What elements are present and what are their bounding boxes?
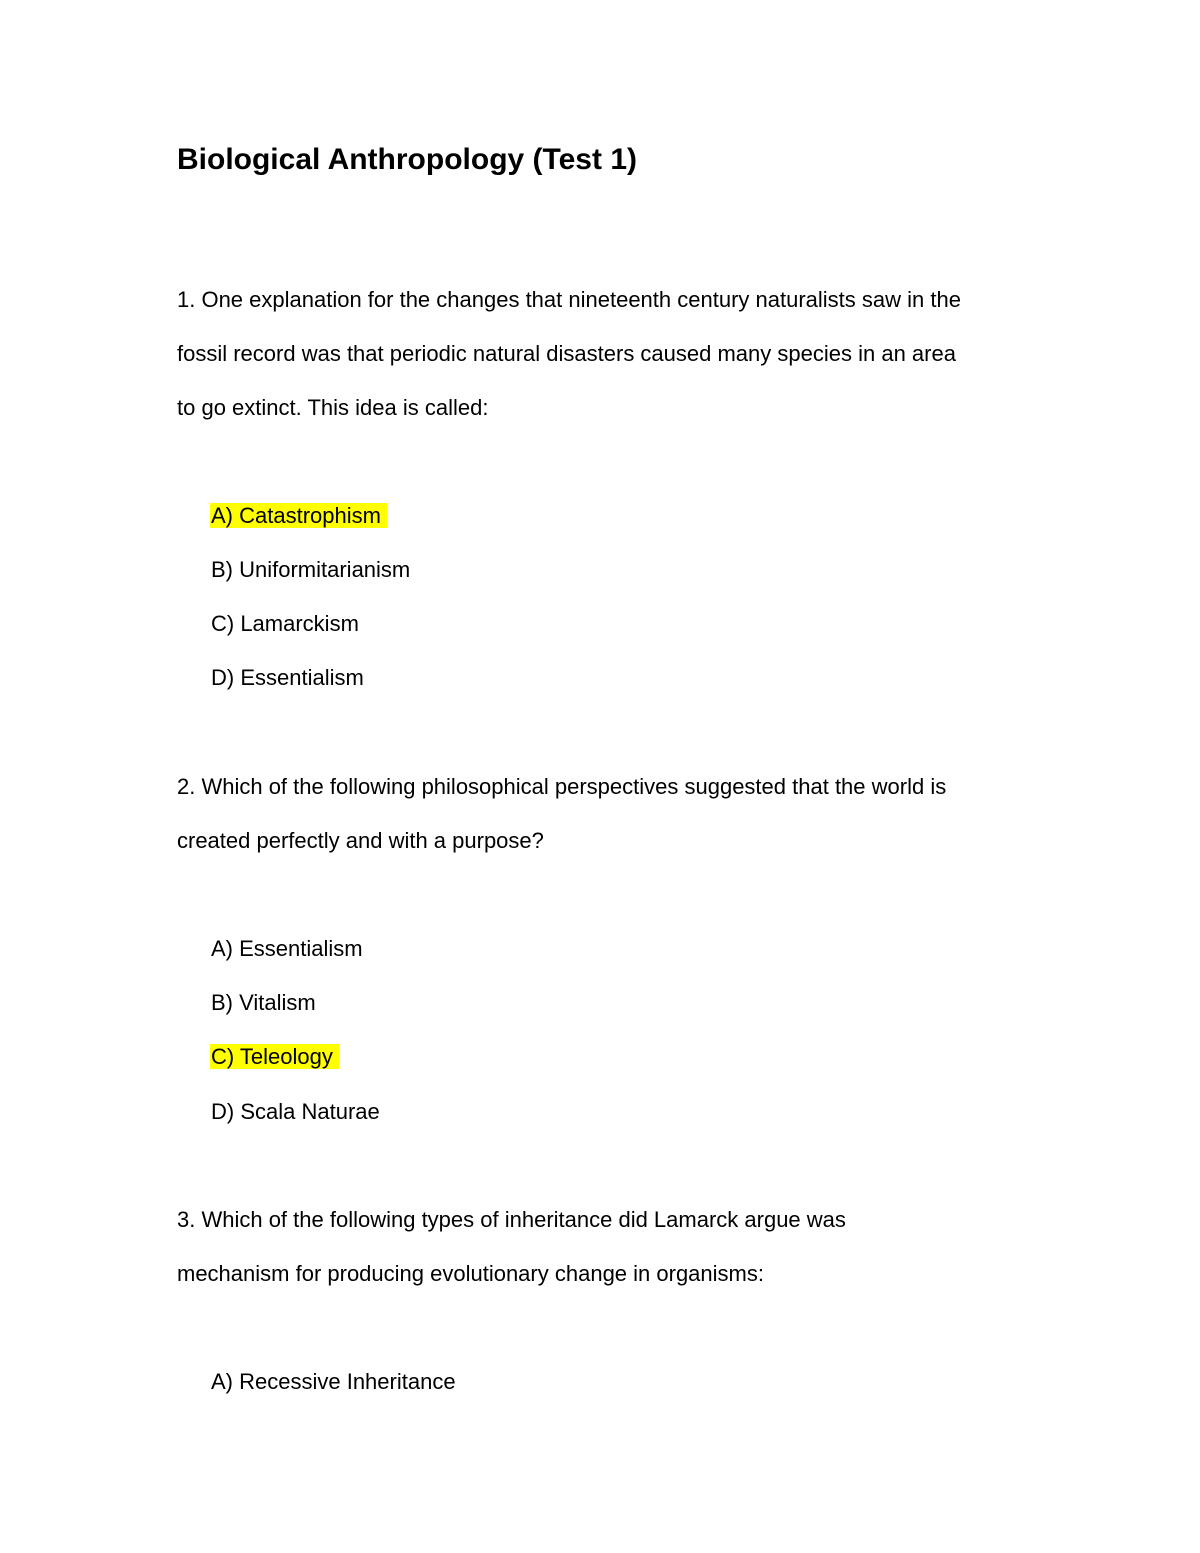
document-title: Biological Anthropology (Test 1) (177, 143, 637, 176)
answer-highlight: C) Teleology (210, 1044, 339, 1069)
question-3-line-1: 3. Which of the following types of inheritance did Lamarck argue was (177, 1207, 846, 1232)
question-1-option-b: B) Uniformitarianism (211, 557, 411, 582)
question-1-line-2: fossil record was that periodic natural disasters caused many species in an area (177, 341, 956, 366)
question-2-option-a: A) Essentialism (211, 936, 363, 961)
question-2-option-b: B) Vitalism (211, 990, 316, 1015)
question-2-option-c (211, 1042, 339, 1072)
question-3-option-a: A) Recessive Inheritance (211, 1369, 456, 1394)
question-3-line-2: mechanism for producing evolutionary change in organisms: (177, 1261, 764, 1286)
question-1-line-1: 1. One explanation for the changes that nineteenth century naturalists saw in the (177, 287, 961, 312)
question-2-line-1: 2. Which of the following philosophical perspectives suggested that the world is (177, 774, 947, 799)
question-2-line-2: created perfectly and with a purpose? (177, 828, 544, 853)
question-1-line-3: to go extinct. This idea is called: (177, 395, 489, 420)
answer-highlight: A) Catastrophism (210, 503, 387, 528)
question-1-option-a (211, 501, 387, 531)
question-1-option-d: D) Essentialism (211, 665, 364, 690)
question-1-option-c: C) Lamarckism (211, 611, 359, 636)
question-2-option-d: D) Scala Naturae (211, 1099, 380, 1124)
